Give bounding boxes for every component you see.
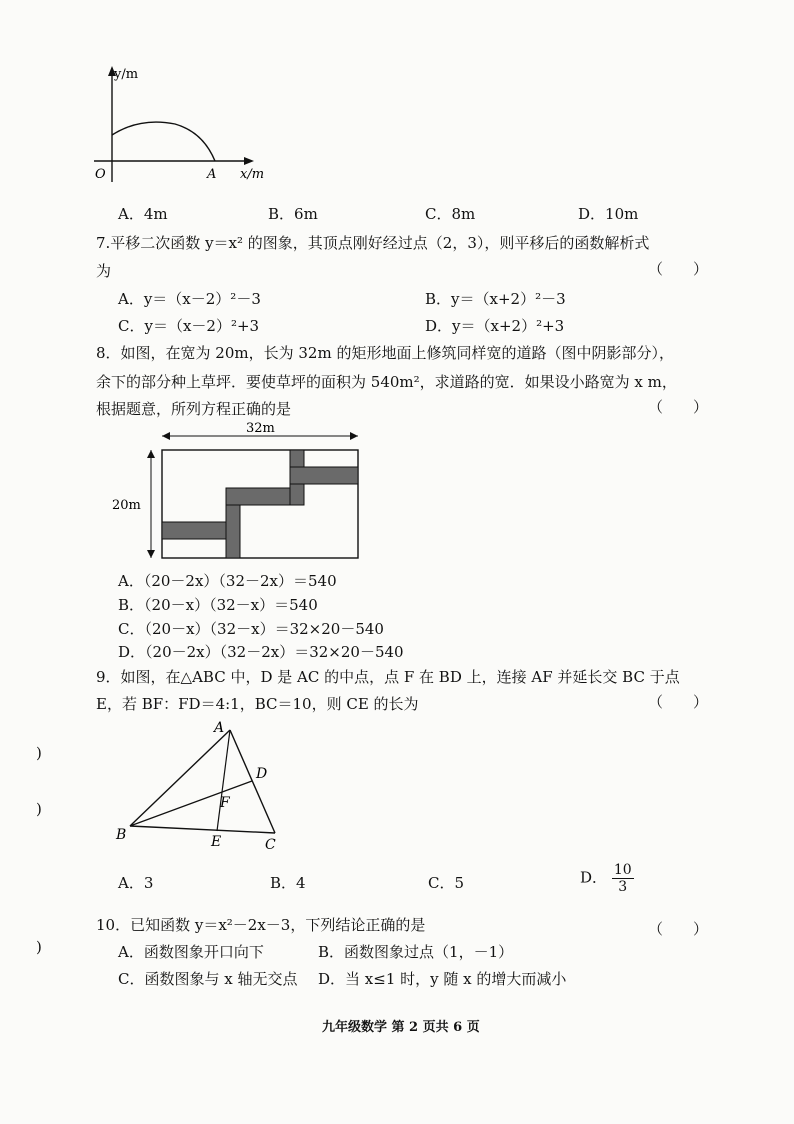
q9-stem-line2: E，若 BF：FD＝4:1，BC＝10，则 CE 的长为	[96, 695, 419, 713]
q8-option-b: B．（20－x）（32－x）＝540	[118, 596, 318, 614]
q9-option-d-denominator: 3	[618, 879, 628, 895]
q9-side-bc	[130, 826, 275, 833]
q8-length-arrow-left	[162, 432, 170, 440]
q9-side-ab	[130, 730, 230, 826]
margin-mark-1: )	[36, 744, 42, 762]
margin-mark-2: )	[36, 800, 42, 818]
q9-label-e: E	[211, 834, 222, 850]
q6-origin-label: O	[95, 167, 106, 182]
q9-side-ac	[230, 730, 275, 833]
q9-triangle-figure	[110, 718, 300, 853]
q10-option-d: D．当 x≤1 时，y 随 x 的增大而减小	[318, 970, 567, 988]
q6-x-label: x/m	[240, 167, 265, 182]
q10-option-c: C．函数图象与 x 轴无交点	[118, 970, 298, 988]
q8-length-arrow-right	[350, 432, 358, 440]
q6-graph	[90, 62, 270, 192]
q8-stem-line3: 根据题意，所列方程正确的是	[96, 400, 292, 418]
q8-option-c: C．（20－x）（32－x）＝32×20－540	[118, 620, 384, 638]
q8-answer-paren: （ ）	[648, 398, 709, 416]
q10-answer-paren: （ ）	[648, 920, 709, 938]
q8-road-horizontal-3	[290, 467, 358, 484]
q8-road-vertical-1	[226, 502, 240, 558]
q8-road-horizontal-1	[162, 522, 228, 539]
q7-option-d: D．y＝（x+2）²+3	[425, 317, 565, 335]
q9-label-f: F	[220, 795, 230, 811]
q9-stem-line1: 9．如图，在△ABC 中，D 是 AC 的中点，点 F 在 BD 上，连接 AF 并延长交 BC 于点	[96, 668, 680, 686]
q8-figure	[108, 420, 373, 565]
q6-parabola-arc	[112, 122, 215, 161]
q8-length-label: 32m	[246, 421, 275, 436]
q7-stem-line2: 为	[96, 262, 112, 280]
q6-point-a-label: A	[207, 167, 217, 182]
q9-label-a: A	[214, 720, 225, 736]
q8-road-horizontal-2	[226, 488, 290, 505]
q9-segment-bd	[130, 781, 252, 826]
q8-width-arrow-top	[147, 450, 155, 458]
q10-option-b: B．函数图象过点（1，－1）	[318, 943, 514, 961]
q9-option-c: C．5	[428, 874, 465, 892]
q9-option-d-prefix: D．	[580, 868, 608, 887]
q9-segment-ae	[217, 730, 230, 831]
q8-road-shading	[162, 450, 358, 558]
q7-option-c: C．y＝（x－2）²+3	[118, 317, 260, 335]
q9-label-c: C	[265, 837, 276, 853]
margin-mark-3: )	[36, 938, 42, 956]
q7-option-b: B．y＝（x+2）²－3	[425, 290, 566, 308]
q7-stem-line1: 7.平移二次函数 y＝x² 的图象，其顶点刚好经过点（2，3），则平移后的函数解析式	[96, 234, 650, 252]
q8-stem-line1: 8．如图，在宽为 20m，长为 32m 的矩形地面上修筑同样宽的道路（图中阴影部分），	[96, 344, 674, 362]
q9-answer-paren: （ ）	[648, 693, 709, 711]
q8-stem-line2: 余下的部分种上草坪．要使草坪的面积为 540m²，求道路的宽．如果设小路宽为 x m，	[96, 373, 677, 391]
q6-option-c: C．8m	[425, 205, 476, 223]
q6-option-d: D．10m	[578, 205, 639, 223]
q9-label-b: B	[116, 827, 127, 843]
q9-option-a: A．3	[118, 874, 154, 892]
q6-option-a: A．4m	[118, 205, 168, 223]
q6-x-arrow	[244, 157, 254, 165]
q6-y-label: y/m	[114, 67, 139, 82]
page-footer: 九年级数学 第 2 页共 6 页	[322, 1020, 480, 1035]
q6-option-b: B．6m	[268, 205, 318, 223]
q7-option-a: A．y＝（x－2）²－3	[118, 290, 261, 308]
q8-width-label: 20m	[112, 498, 141, 513]
q10-option-a: A．函数图象开口向下	[118, 943, 264, 961]
q9-option-d-numerator: 10	[613, 862, 632, 878]
q10-stem: 10．已知函数 y＝x²－2x－3，下列结论正确的是	[96, 916, 426, 934]
q8-option-d: D．（20－2x）（32－2x）＝32×20－540	[118, 643, 404, 661]
q8-width-arrow-bottom	[147, 550, 155, 558]
q9-option-b: B．4	[270, 874, 306, 892]
q7-answer-paren: （ ）	[648, 260, 709, 278]
q8-option-a: A．（20－2x）（32－2x）＝540	[118, 572, 337, 590]
q9-label-d: D	[256, 766, 268, 782]
q9-option-d-fraction	[612, 862, 634, 895]
q9-option-d	[580, 862, 634, 895]
